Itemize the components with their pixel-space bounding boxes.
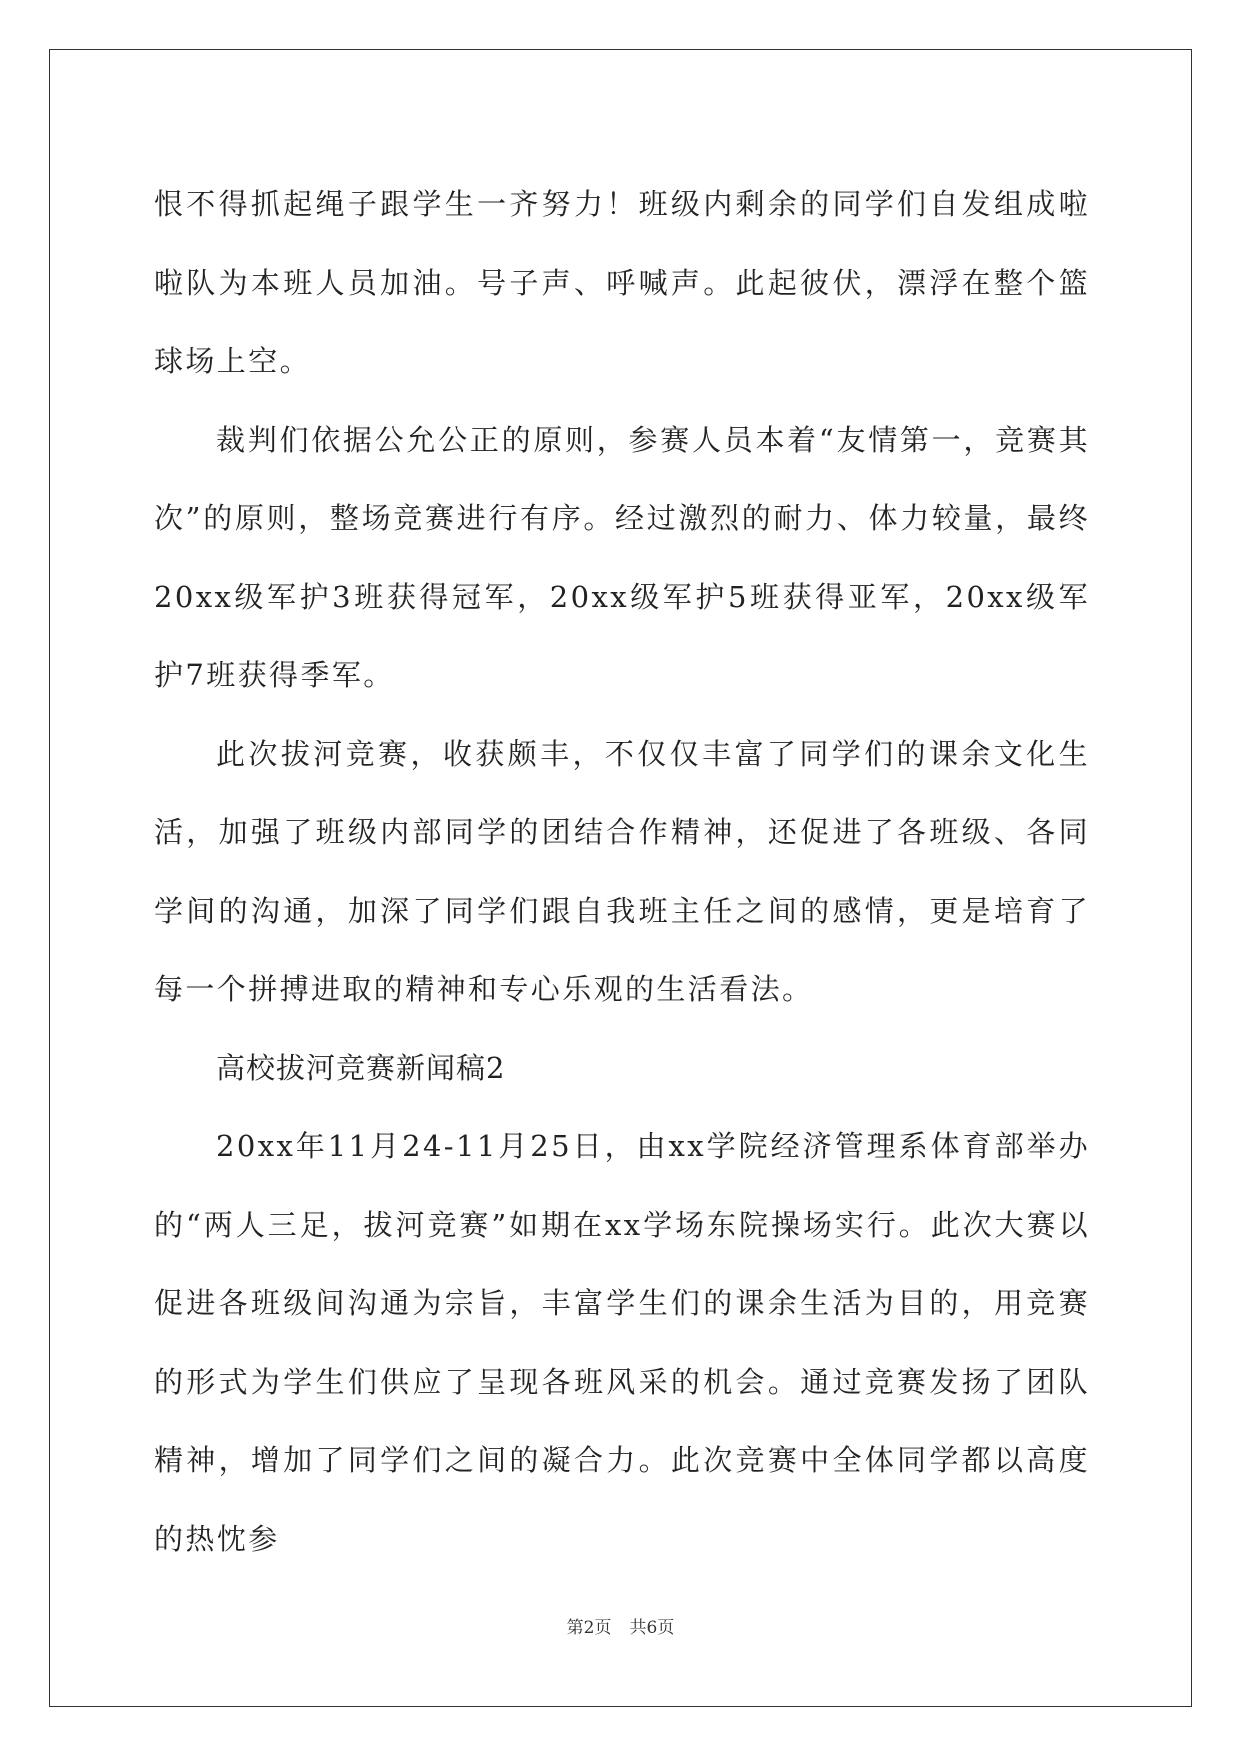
page-number: 第2页 [566,1618,612,1638]
paragraph-news-body: 20xx年11月24-11月25日，由xx学院经济管理系体育部举办的“两人三足，拔河竞赛”如期在xx学场东院操场实行。此次大赛以促进各班级间沟通为宗旨，丰富学生们的课余生活为目的，用竞赛的形式为学生们供应了呈现各班风采的机会。通过竞赛发扬了团队精神，增加了同学们之间的凝合力。此次竞赛中全体同学都以高度的热忱参 [154,1129,1090,1556]
page-total: 共6页 [629,1618,675,1638]
document-body [154,165,1090,1578]
paragraph-result: 裁判们依据公允公正的原则，参赛人员本着“友情第一，竞赛其次”的原则，整场竞赛进行有序。经过激烈的耐力、体力较量，最终20xx级军护3班获得冠军，20xx级军护5班获得亚军，20xx级军护7班获得季军。 [154,422,1090,692]
paragraph-continuation: 恨不得抓起绳子跟学生一齐努力！班级内剩余的同学们自发组成啦啦队为本班人员加油。号子声、呼喊声。此起彼伏，漂浮在整个篮球场上空。 [154,187,1090,378]
page-footer [0,1613,1241,1638]
section-heading: 高校拔河竞赛新闻稿2 [216,1050,506,1085]
paragraph-summary: 此次拔河竞赛，收获颇丰，不仅仅丰富了同学们的课余文化生活，加强了班级内部同学的团结合作精神，还促进了各班级、各同学间的沟通，加深了同学们跟自我班主任之间的感情，更是培育了每一个拼搏进取的精神和专心乐观的生活看法。 [154,736,1090,1006]
